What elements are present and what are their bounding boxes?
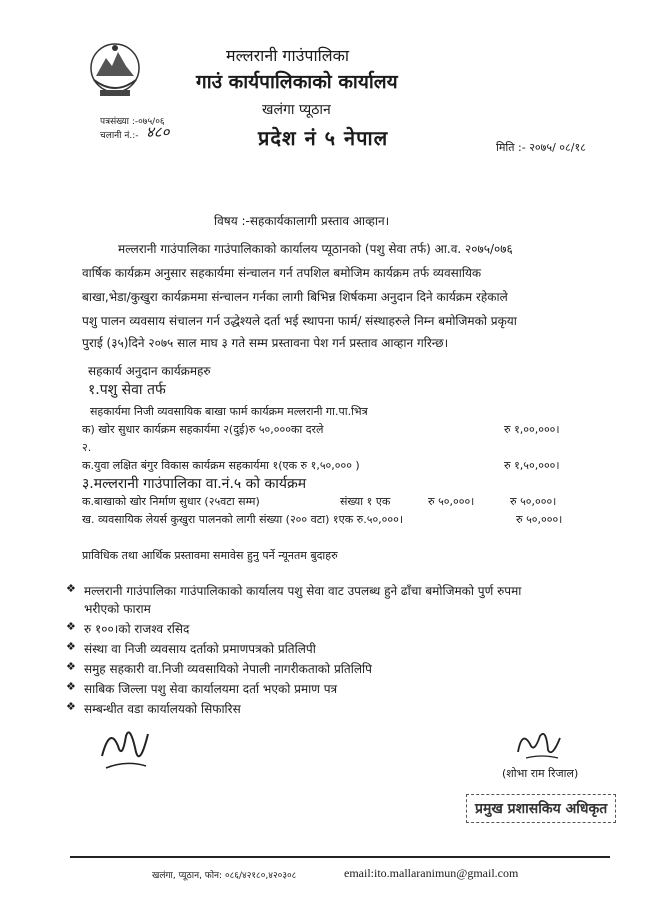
office-title: गाउं कार्यपालिकाको कार्यालय: [196, 71, 398, 93]
dispatch-number: ४८०: [146, 123, 170, 141]
body-line-5: पुराई (३५)दिने २०७५ साल माघ ३ गते सम्म प्रस्तावना पेश गर्न प्रस्ताव आव्हान गरिन्छ।: [82, 336, 449, 350]
org-name: मल्लरानी गाउंपालिका: [226, 46, 350, 65]
item-youth-pig: क.युवा लक्षित बंगुर विकास कार्यक्रम सहकार्यमा १(एक रु १,५०,००० ): [82, 459, 360, 472]
requirement-item: ❖ समुह सहकारी वा.निजी व्यवसायिको नेपाली नागरीकताको प्रतिलिपि: [66, 660, 372, 676]
letter-number: पत्रसंख्या :-०७५/०६: [100, 117, 165, 127]
officer-signature-icon: [512, 724, 572, 764]
requirement-item-continued: भरीएको फाराम: [84, 602, 151, 616]
footer-email: email:ito.mallaranimun@gmail.com: [344, 866, 519, 880]
section-1-title: १.पशु सेवा तर्फ: [88, 382, 166, 398]
item-shed-improvement: क) खोर सुधार कार्यक्रम सहकार्यमा २(दुई)रु ५०,०००का दरले: [82, 423, 324, 436]
section-3-title: ३.मल्लरानी गाउंपालिका वा.नं.५ को कार्यक्रम: [82, 476, 307, 492]
item-goat-shed: क.बाखाको खोर निर्माण सुधार (२५वटा सम्म): [82, 495, 260, 508]
nepal-emblem-icon: [86, 40, 144, 100]
item-goat-shed-qty: संख्या १ एक: [340, 495, 391, 508]
bullet-icon: ❖: [66, 680, 76, 693]
bullet-icon: ❖: [66, 700, 76, 713]
item-layers-poultry: ख. व्यवसायिक लेयर्स कुखुरा पालनको लागी संख्या (२०० वटा) १एक रु.५०,०००।: [82, 513, 403, 526]
requirement-item: ❖ साबिक जिल्ला पशु सेवा कार्यालयमा दर्ता भएको प्रमाण पत्र: [66, 680, 338, 696]
body-line-1: मल्लरानी गाउंपालिका गाउंपालिकाको कार्यालय प्यूठानको (पशु सेवा तर्फ) आ.व. २०७५/०७६: [118, 242, 513, 256]
section-1-subtitle: सहकार्यमा निजी व्यवसायिक बाखा फार्म कार्यक्रम मल्लरानी गा.पा.भित्र: [90, 405, 368, 418]
item-shed-improvement-amount: रु १,००,०००।: [504, 423, 560, 436]
date: मिति :- २०७५/ ०८/१८: [496, 141, 586, 154]
footer-rule: [70, 856, 610, 858]
requirement-item: ❖ सम्बन्धीत वडा कार्यालयको सिफारिस: [66, 700, 241, 716]
item-goat-shed-rate: रु ५०,०००।: [428, 495, 475, 508]
requirement-item: ❖ संस्था वा निजी व्यवसाय दर्ताको प्रमाणपत्रको प्रतिलिपी: [66, 640, 316, 656]
requirement-item: ❖ रु १००।को राजश्व रसिद: [66, 620, 190, 636]
body-line-3: बाखा,भेडा/कुखुरा कार्यक्रममा संन्चालन गर्नका लागी बिभिन्न शिर्षकमा अनुदान दिने कार्यक्रम रहेकाले: [82, 290, 508, 304]
requirement-item: ❖ मल्लरानी गाउंपालिका गाउंपालिकाको कार्यालय पशु सेवा वाट उपलब्ध हुने ढाँचा बमोजिमको पुर्ण रुपमा: [66, 582, 522, 598]
item-goat-shed-amount: रु ५०,०००।: [510, 495, 557, 508]
body-line-2: वार्षिक कार्यक्रम अनुसार सहकार्यमा संन्चालन गर्न तपशिल बमोजिम कार्यक्रम तर्फ व्यवसायिक: [82, 266, 482, 280]
bullet-icon: ❖: [66, 640, 76, 653]
body-line-4: पशु पालन व्यवसाय संचालन गर्न उद्धेश्यले दर्ता भई स्थापना फार्म/ संस्थाहरुले निम्न बमोजिमको प्रकृया: [82, 314, 517, 328]
item-layers-poultry-amount: रु ५०,०००।: [516, 513, 563, 526]
subject-line: विषय :-सहकार्यकालागी प्रस्ताव आव्हान।: [214, 214, 390, 228]
dispatch-number-label: चलानी नं.:-: [100, 131, 139, 141]
officer-stamp: प्रमुख प्रशासकिय अधिकृत: [466, 794, 616, 823]
office-location: खलंगा प्यूठान: [262, 102, 331, 118]
officer-name: (शोभा राम रिजाल): [502, 767, 579, 780]
programs-heading: सहकार्य अनुदान कार्यक्रमहरु: [88, 364, 211, 378]
requirements-heading: प्राविधिक तथा आर्थिक प्रस्तावमा समावेस हुनु पर्ने न्यूनतम बुदाहरु: [82, 549, 338, 562]
bullet-icon: ❖: [66, 660, 76, 673]
footer-address: खलंगा, प्यूठान, फोन: ०८६/४२१८०,४२०३०८: [152, 871, 297, 881]
left-signature-icon: [96, 716, 156, 776]
item-youth-pig-amount: रु १,५०,०००।: [504, 459, 560, 472]
province-title: प्रदेश नं ५ नेपाल: [258, 126, 389, 150]
bullet-icon: ❖: [66, 582, 76, 595]
bullet-icon: ❖: [66, 620, 76, 633]
item-2-number: २.: [82, 441, 92, 454]
